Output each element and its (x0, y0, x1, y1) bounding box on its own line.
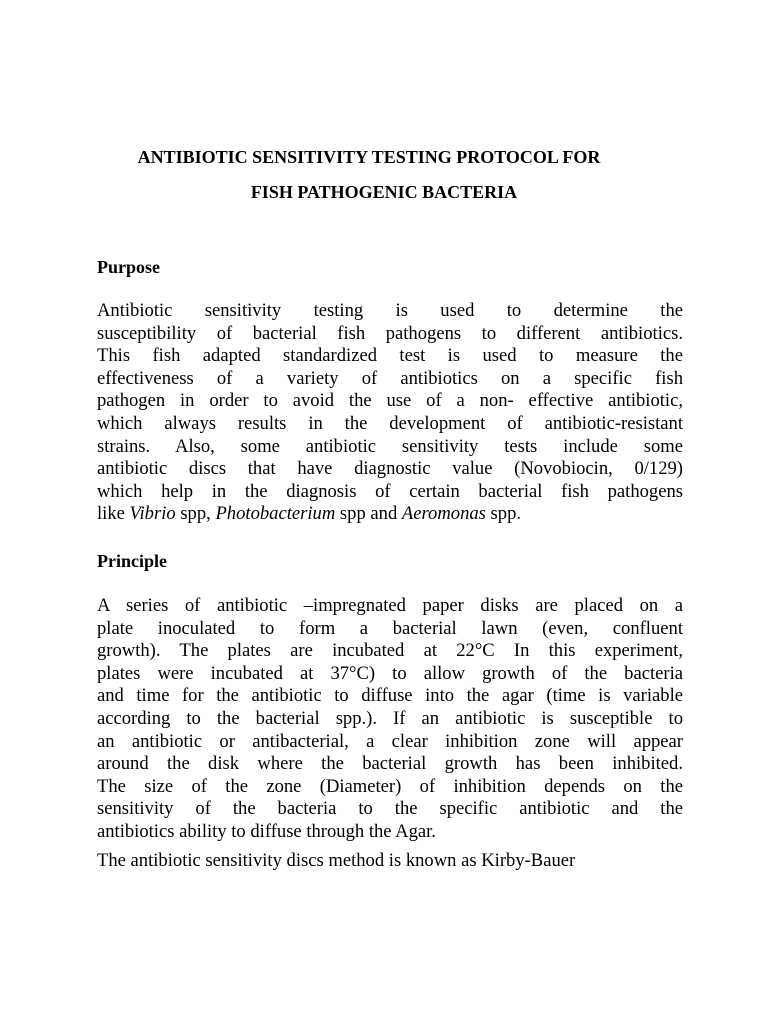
italic-term-vibrio: Vibrio (129, 503, 176, 525)
principle-line: antibiotics ability to diffuse through the Agar. (97, 820, 436, 842)
purpose-heading: Purpose (97, 257, 160, 277)
purpose-line: This fish adapted standardized test is used to measure the (97, 345, 683, 367)
principle-line: plate inoculated to form a bacterial lawn (even, confluent (97, 617, 683, 639)
principle-heading: Principle (97, 551, 167, 571)
purpose-line: pathogen in order to avoid the use of a non- effective antibiotic, (97, 390, 683, 412)
purpose-last-line (97, 503, 683, 526)
text-fragment: spp and (335, 503, 402, 525)
text-fragment: spp. (485, 503, 522, 525)
principle-line: plates were incubated at 37°C) to allow growth of the bacteria (97, 662, 683, 684)
final-line: The antibiotic sensitivity discs method is known as Kirby-Bauer (97, 850, 576, 871)
principle-line: sensitivity of the bacteria to the specific antibiotic and the (97, 798, 683, 820)
document-title-line-2: FISH PATHOGENIC BACTERIA (250, 182, 518, 202)
purpose-line: Antibiotic sensitivity testing is used to determine the (97, 300, 683, 321)
purpose-line: which always results in the development of antibiotic-resistant (97, 412, 683, 434)
principle-line: and time for the antibiotic to diffuse into the agar (time is variable (97, 685, 683, 707)
text-fragment: spp, (175, 503, 216, 525)
purpose-line: strains. Also, some antibiotic sensitivity tests include some (97, 435, 683, 457)
italic-term-aeromonas: Aeromonas (401, 503, 486, 525)
purpose-line: which help in the diagnosis of certain bacterial fish pathogens (97, 480, 683, 502)
italic-term-photobacterium: Photobacterium (215, 503, 336, 525)
purpose-paragraph (97, 300, 683, 526)
principle-line: around the disk where the bacterial growth has been inhibited. (97, 753, 683, 775)
purpose-line: effectiveness of a variety of antibiotics on a specific fish (97, 367, 683, 389)
principle-line: The size of the zone (Diameter) of inhibition depends on the (97, 775, 683, 797)
text-fragment: like (97, 503, 130, 525)
principle-line: an antibiotic or antibacterial, a clear inhibition zone will appear (97, 730, 683, 752)
document-title-line-1: ANTIBIOTIC SENSITIVITY TESTING PROTOCOL FOR (137, 147, 601, 167)
principle-paragraph (97, 595, 683, 844)
principle-line: according to the bacterial spp.). If an antibiotic is susceptible to (97, 707, 683, 729)
principle-line: A series of antibiotic –impregnated paper disks are placed on a (97, 595, 683, 616)
purpose-line: susceptibility of bacterial fish pathogens to different antibiotics. (97, 322, 683, 344)
principle-line: growth). The plates are incubated at 22°C In this experiment, (97, 640, 683, 662)
purpose-line: antibiotic discs that have diagnostic value (Novobiocin, 0/129) (97, 458, 683, 480)
